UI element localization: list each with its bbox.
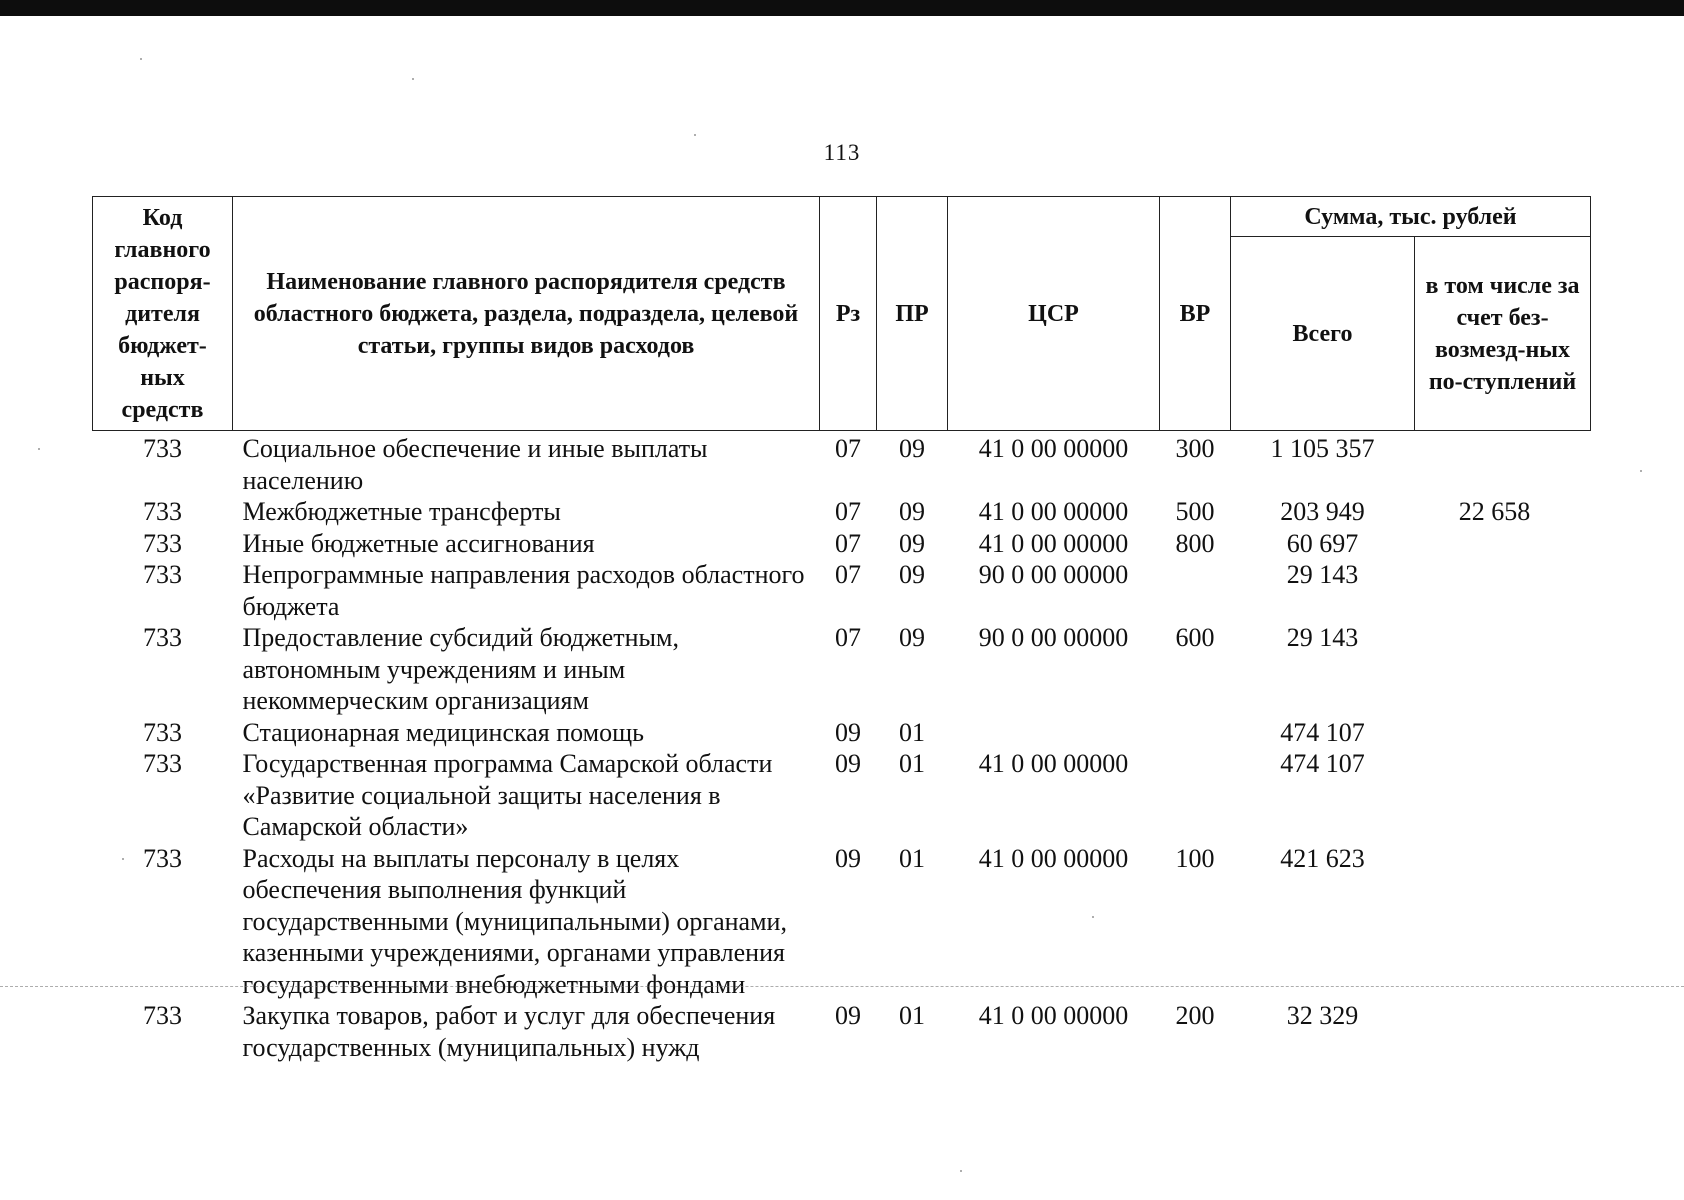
header-sum-group: Сумма, тыс. рублей: [1231, 197, 1591, 237]
cell-name: Государственная программа Самарской области «Развитие социальной защиты населения в Самарской области»: [242, 749, 773, 841]
table-row: [93, 717, 1591, 749]
table-row: [93, 559, 1591, 622]
table-row: [93, 622, 1591, 717]
cell-pr: 09: [899, 528, 925, 558]
cell-pr: 01: [899, 1001, 925, 1030]
table-body: [93, 431, 1591, 1064]
header-vr: ВР: [1160, 197, 1231, 431]
cell-vr: 200: [1175, 1001, 1215, 1030]
cell-total: 474 107: [1280, 717, 1365, 747]
cell-pr: 09: [899, 497, 925, 526]
scan-speck: [1640, 470, 1642, 472]
cell-code: 733: [143, 528, 182, 558]
scan-speck: [122, 858, 124, 860]
cell-rz: 07: [835, 528, 861, 558]
table-row: [93, 528, 1591, 560]
scan-top-border: [0, 0, 1684, 16]
cell-csr: 41 0 00 00000: [978, 1001, 1129, 1030]
header-grant: в том числе за счет без-возмезд-ных по-ступлений: [1415, 237, 1591, 431]
header-name: Наименование главного распорядителя средств областного бюджета, раздела, подраздела, целевой статьи, группы видов расходов: [233, 197, 820, 431]
cell-name: Стационарная медицинская помощь: [242, 717, 644, 747]
cell-rz: 07: [835, 623, 861, 652]
header-total: Всего: [1231, 237, 1415, 431]
cell-total: 421 623: [1280, 843, 1365, 873]
cell-rz: 07: [820, 431, 877, 497]
scan-fold-line: [0, 986, 1684, 987]
cell-vr: 500: [1175, 497, 1215, 526]
cell-csr: 90 0 00 00000: [978, 560, 1129, 589]
scan-speck: [694, 134, 696, 136]
table-row: [93, 496, 1591, 528]
cell-code: 733: [143, 623, 182, 652]
cell-rz: 09: [835, 749, 861, 778]
cell-grant: [1415, 748, 1591, 843]
cell-vr: 300: [1160, 431, 1231, 497]
cell-total: 29 143: [1286, 623, 1359, 652]
scan-speck: [140, 58, 142, 60]
scan-speck: [1092, 916, 1094, 918]
cell-total: 474 107: [1280, 749, 1365, 778]
cell-rz: 07: [835, 560, 861, 589]
cell-grant: [1415, 559, 1591, 622]
scan-speck: [960, 1170, 962, 1172]
scan-speck: [38, 448, 40, 450]
cell-rz: 09: [835, 1001, 861, 1030]
cell-total: 1 105 357: [1231, 431, 1415, 497]
cell-total: 203 949: [1280, 497, 1365, 526]
cell-code: 733: [143, 843, 182, 873]
cell-vr: 600: [1175, 623, 1215, 652]
cell-pr: 09: [899, 560, 925, 589]
table-row: [93, 748, 1591, 843]
table-row: [93, 431, 1591, 497]
cell-csr: 90 0 00 00000: [978, 623, 1129, 652]
cell-grant: [1415, 528, 1591, 560]
cell-csr: 41 0 00 00000: [978, 843, 1129, 873]
cell-pr: 01: [899, 749, 925, 778]
header-csr: ЦСР: [948, 197, 1160, 431]
cell-total: 60 697: [1286, 528, 1359, 558]
cell-code: 733: [143, 497, 182, 526]
budget-table: [92, 196, 1591, 1063]
cell-grant: [1415, 717, 1591, 749]
cell-vr: 800: [1175, 528, 1215, 558]
cell-csr: 41 0 00 00000: [978, 497, 1129, 526]
cell-name: Непрограммные направления расходов областного бюджета: [242, 560, 805, 621]
cell-csr: 41 0 00 00000: [978, 749, 1129, 778]
cell-code: 733: [143, 717, 182, 747]
cell-code: 733: [93, 431, 233, 497]
cell-code: 733: [143, 560, 182, 589]
cell-code: 733: [143, 1001, 182, 1030]
cell-pr: 09: [899, 623, 925, 652]
cell-rz: 07: [835, 497, 861, 526]
cell-rz: 09: [835, 843, 861, 873]
cell-grant: [1415, 622, 1591, 717]
cell-name: Закупка товаров, работ и услуг для обеспечения государственных (муниципальных) нужд: [242, 1001, 776, 1062]
cell-name: Предоставление субсидий бюджетным, автономным учреждениям и иным некоммерческим организациям: [242, 623, 679, 715]
cell-name: Межбюджетные трансферты: [242, 497, 561, 526]
cell-grant: [1415, 431, 1591, 497]
cell-csr: 41 0 00 00000: [978, 528, 1129, 558]
cell-csr: 41 0 00 00000: [948, 431, 1160, 497]
cell-pr: 01: [899, 717, 925, 747]
cell-csr: [948, 717, 1160, 749]
table-row: [93, 1000, 1591, 1063]
cell-grant: [1415, 1000, 1591, 1063]
cell-pr: 01: [899, 843, 925, 873]
cell-grant: 22 658: [1458, 497, 1531, 526]
cell-name: Иные бюджетные ассигнования: [242, 528, 595, 558]
cell-rz: 09: [835, 717, 861, 747]
header-code: Код главного распоря-дителя бюджет-ных средств: [93, 197, 233, 431]
cell-pr: 09: [877, 431, 948, 497]
cell-vr: [1160, 717, 1231, 749]
scan-speck: [412, 78, 414, 80]
cell-code: 733: [143, 749, 182, 778]
cell-vr: [1160, 748, 1231, 843]
table-header: [93, 197, 1591, 431]
cell-vr: 100: [1175, 843, 1215, 873]
cell-vr: [1160, 559, 1231, 622]
cell-name: Расходы на выплаты персоналу в целях обеспечения выполнения функций государственными (муниципальными) органами, казенными учреждениями, органами управления государственными внебюджетными фондами: [242, 843, 787, 999]
header-rz: Рз: [820, 197, 877, 431]
page-number: 113: [823, 140, 861, 165]
cell-grant: [1415, 843, 1591, 1001]
cell-total: 29 143: [1286, 560, 1359, 589]
header-pr: ПР: [877, 197, 948, 431]
cell-total: 32 329: [1286, 1001, 1359, 1030]
table-row: [93, 843, 1591, 1001]
cell-name: Социальное обеспечение и иные выплаты населению: [233, 431, 820, 497]
